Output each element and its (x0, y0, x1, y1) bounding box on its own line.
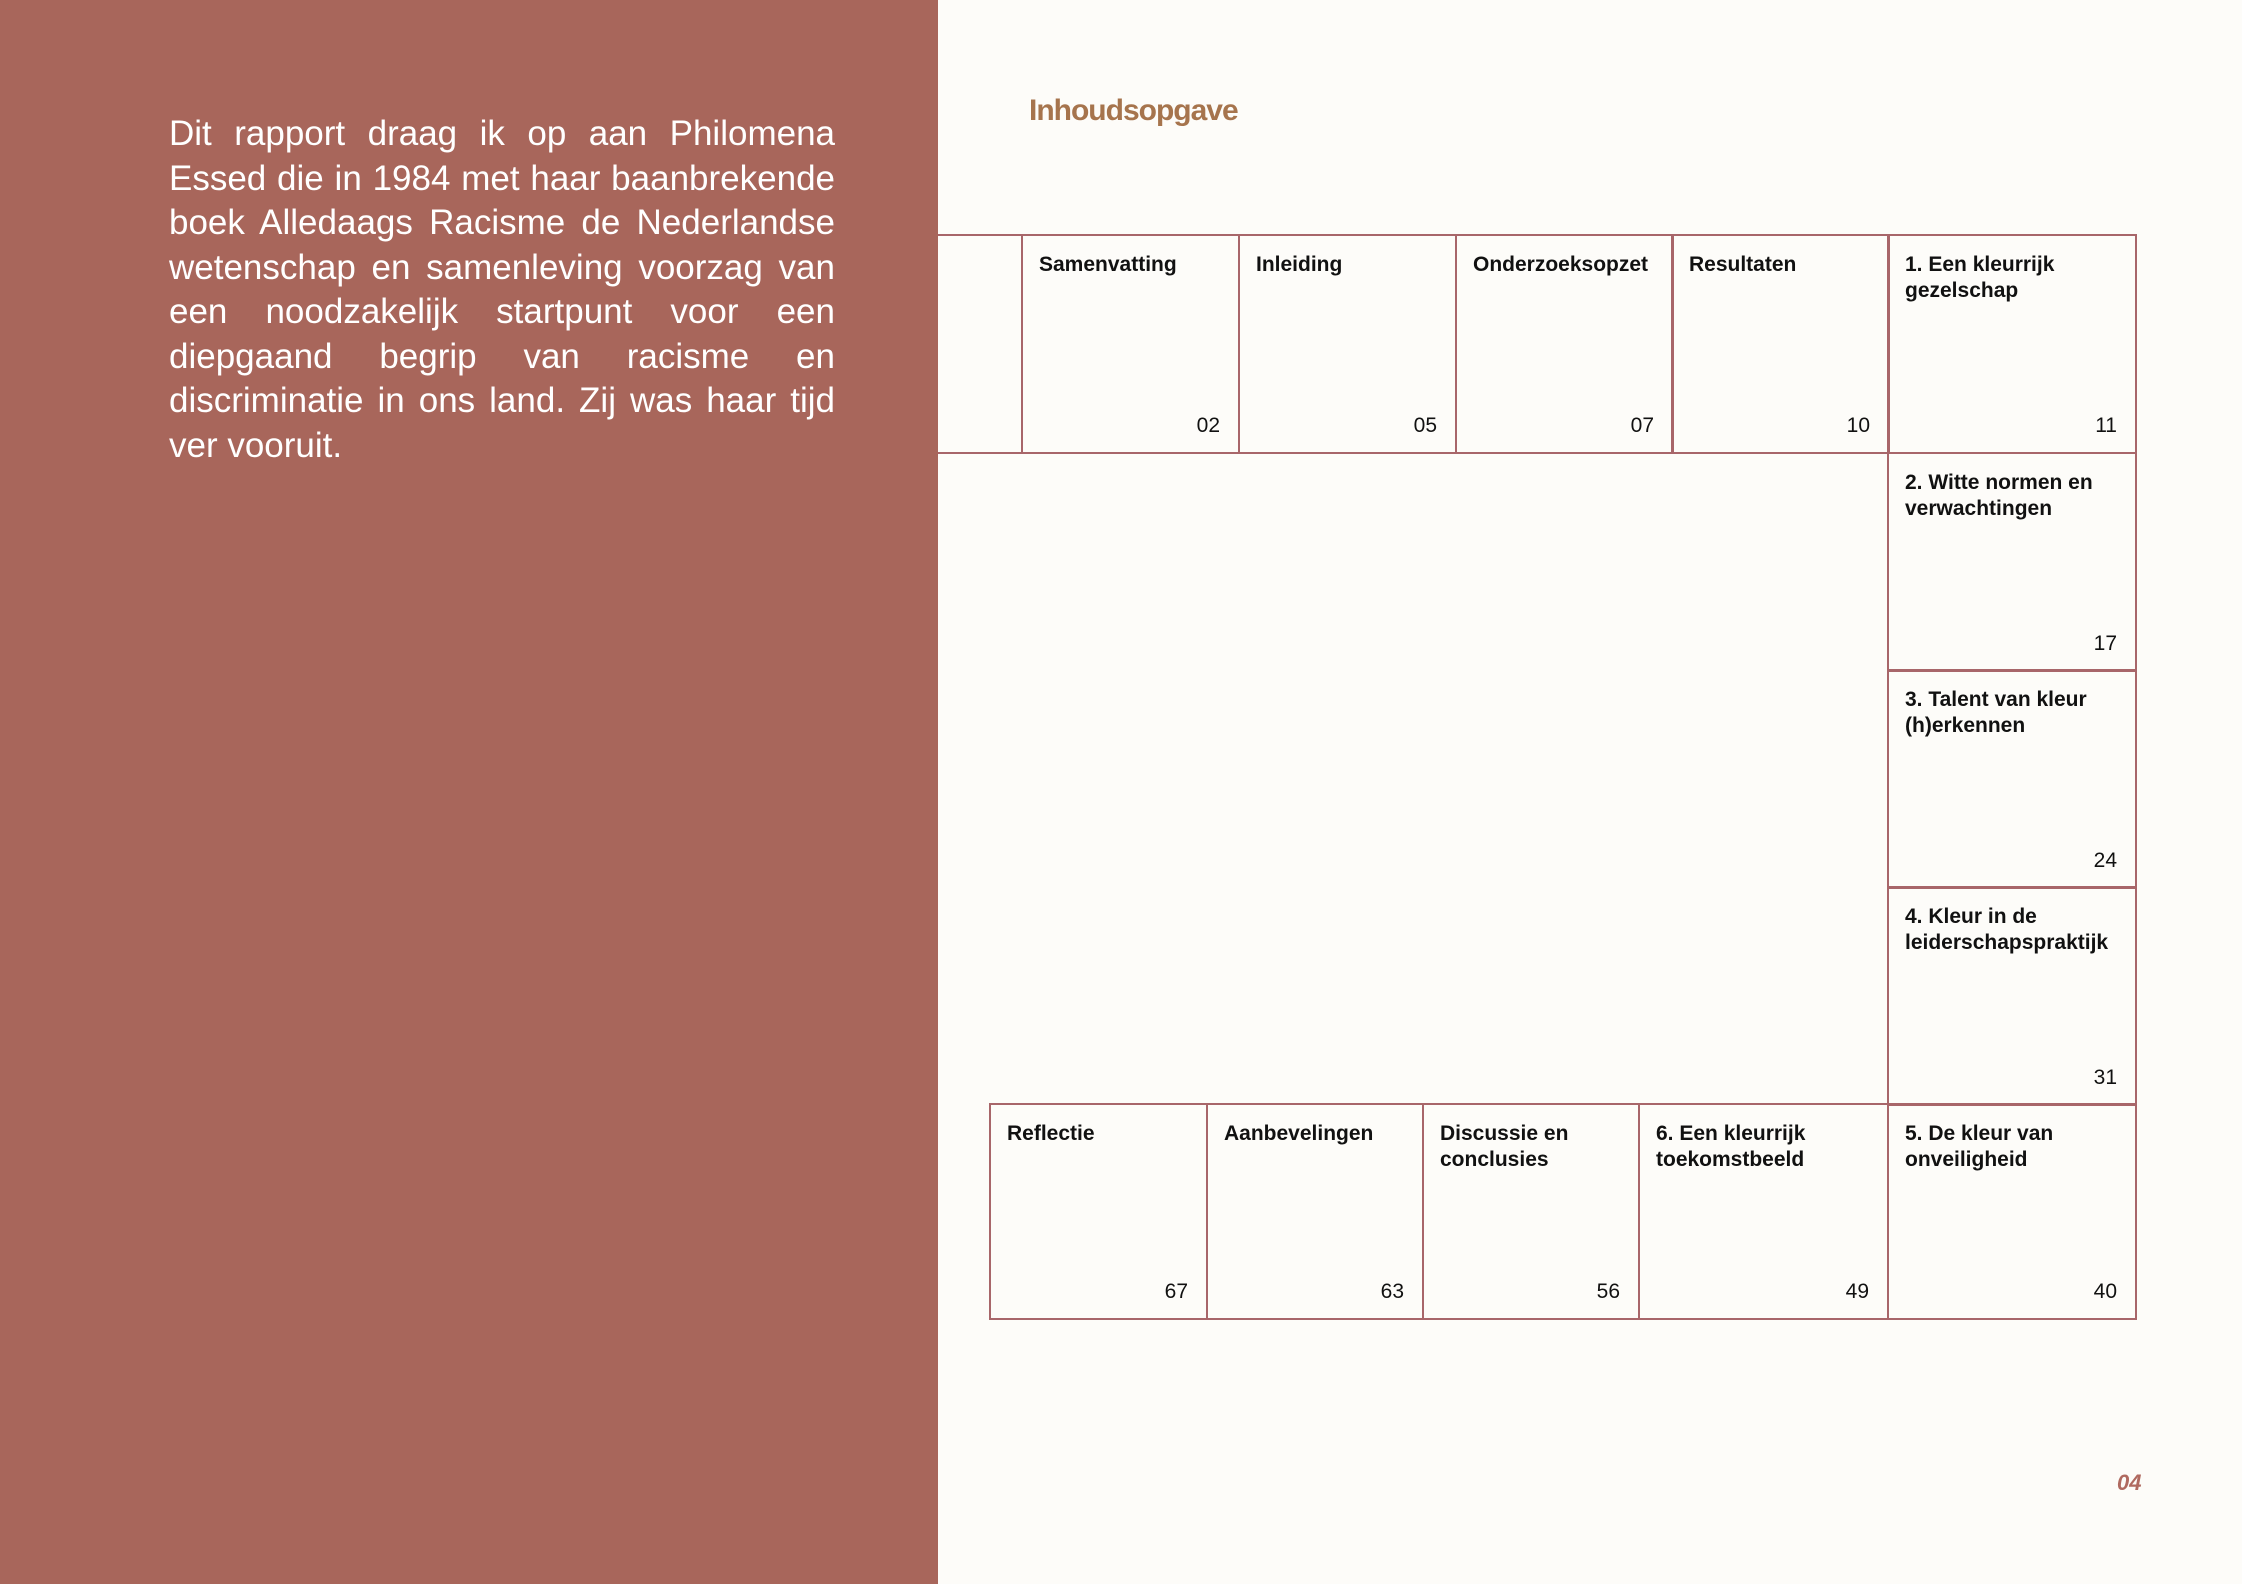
toc-entry-samenvatting[interactable] (1021, 234, 1240, 454)
toc-entry-page: 11 (2095, 414, 2117, 437)
toc-entry-label: Onderzoeksopzet (1473, 253, 1649, 276)
toc-entry-label: Aanbevelingen (1224, 1122, 1374, 1145)
toc-entry-page: 49 (1845, 1280, 1869, 1303)
toc-entry-page: 63 (1380, 1280, 1404, 1303)
toc-entry-chapter-3[interactable] (1887, 669, 2137, 889)
toc-entry-onderzoeksopzet[interactable] (1455, 234, 1674, 454)
toc-entry-aanbevelingen[interactable] (1206, 1103, 1424, 1320)
page-number: 04 (2117, 1470, 2142, 1495)
toc-entry-label: 5. De kleur van onveiligheid (1905, 1122, 2054, 1171)
toc-entry-page: 40 (2093, 1280, 2117, 1303)
toc-entry-label: Resultaten (1689, 253, 1797, 276)
toc-entry-label: 3. Talent van kleur (h)erkennen (1905, 688, 2087, 737)
toc-stub-cell (938, 234, 1023, 454)
toc-entry-page: 10 (1846, 414, 1870, 437)
toc-entry-page: 17 (2093, 632, 2117, 655)
toc-entry-chapter-1[interactable] (1887, 234, 2137, 454)
toc-entry-page: 24 (2093, 849, 2117, 872)
toc-entry-page: 67 (1164, 1280, 1188, 1303)
toc-entry-page: 07 (1630, 414, 1654, 437)
toc-entry-page: 05 (1413, 414, 1437, 437)
toc-entry-label: 1. Een kleurrijk gezelschap (1905, 253, 2055, 302)
toc-entry-page: 31 (2093, 1066, 2117, 1089)
toc-entry-label: Inleiding (1256, 253, 1343, 276)
toc-entry-label: 4. Kleur in de leiderschapspraktijk (1905, 905, 2109, 954)
toc-entry-chapter-4[interactable] (1887, 886, 2137, 1106)
toc-title: Inhoudsopgave (1029, 94, 1238, 127)
left-panel (0, 0, 938, 1584)
toc-entry-label: 6. Een kleurrijk toekomstbeeld (1656, 1122, 1806, 1171)
toc-entry-chapter-6[interactable] (1638, 1103, 1889, 1320)
toc-entry-chapter-5[interactable] (1887, 1103, 2137, 1320)
toc-entry-label: 2. Witte normen en verwachtingen (1905, 471, 2093, 520)
toc-entry-label: Discussie en conclusies (1440, 1122, 1569, 1171)
toc-entry-inleiding[interactable] (1238, 234, 1457, 454)
toc-entry-resultaten[interactable] (1671, 234, 1890, 454)
dedication-text: Dit rapport draag ik op aan Philomena Essed die in 1984 met haar baanbrekende boek Alledaags Racisme de Nederlandse wetenschap en samenleving voorzag van een noodzakelijk startpunt voor een diepgaand begrip van racisme en discriminatie in ons land. Zij was haar tijd ver vooruit. (169, 114, 835, 465)
toc-entry-discussie[interactable] (1422, 1103, 1640, 1320)
toc-entry-chapter-2[interactable] (1887, 452, 2137, 672)
toc-entry-label: Samenvatting (1039, 253, 1177, 276)
toc-entry-label: Reflectie (1007, 1122, 1095, 1145)
toc-entry-reflectie[interactable] (989, 1103, 1208, 1320)
toc-entry-page: 56 (1596, 1280, 1620, 1303)
toc-entry-page: 02 (1196, 414, 1220, 437)
